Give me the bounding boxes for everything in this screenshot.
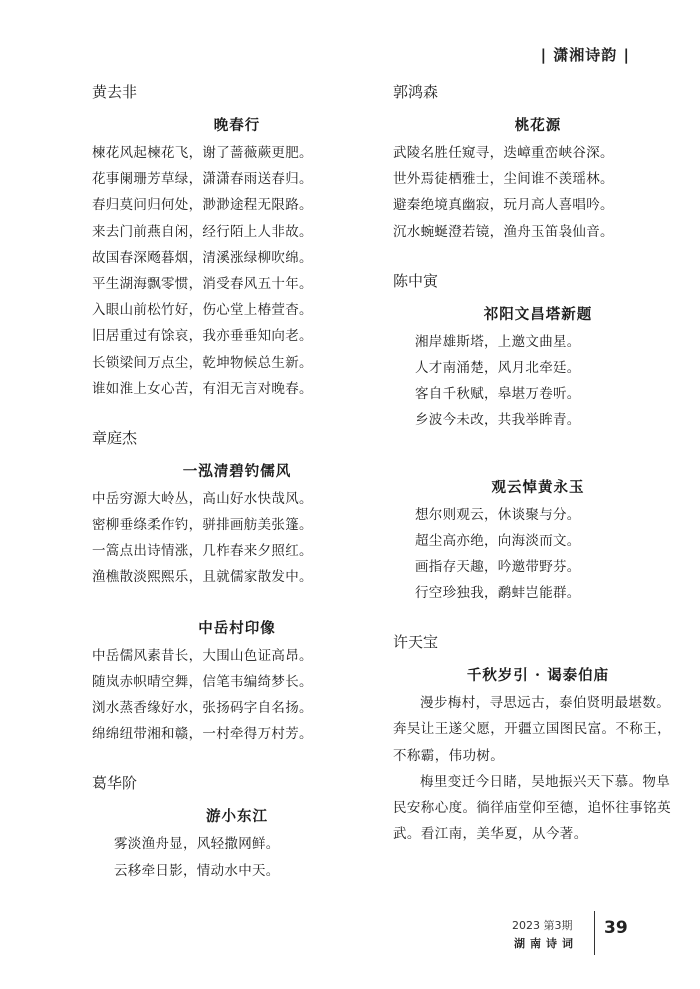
poem-line: 云移牵日影，情动水中天。 [114, 862, 280, 879]
ci-paragraph: 漫步梅村，寻思远古，泰伯贤明最堪数。奔吴让王遂父愿，开疆立国图民富。不称王，不称霸，伟功树。 [393, 695, 671, 764]
poem-author: 陈中寅 [393, 271, 439, 290]
poem-author: 章庭杰 [92, 428, 138, 447]
poem-title: 中岳村印像 [198, 619, 276, 637]
right-column [393, 80, 683, 847]
poem-line: 来去门前燕自闲，经行陌上人非故。 [92, 223, 313, 240]
poem-line: 画指存天趣，吟邀带野芬。 [415, 558, 581, 575]
poem-line: 避秦绝境真幽寂，玩月高人喜唱吟。 [393, 197, 614, 214]
left-column [92, 80, 382, 884]
poem-title: 祁阳文昌塔新题 [483, 305, 593, 323]
poem-line: 长锁梁间万点尘，乾坤物候总生新。 [92, 354, 313, 371]
poem-line: 客自千秋赋，皋堪万卷听。 [415, 386, 581, 403]
poem-line: 楝花风起楝花飞，谢了蔷薇蕨更肥。 [92, 145, 313, 161]
poem-title: 游小东江 [206, 808, 268, 826]
footer-divider [594, 911, 595, 955]
poem-title: 千秋岁引 · 谒泰伯庙 [466, 667, 610, 685]
poem-author: 葛华阶 [92, 774, 138, 793]
poem-line: 行空珍独我，鹬蚌岂能群。 [415, 585, 581, 602]
issue-label: 2023 第3期 [512, 919, 573, 932]
poem-line: 沉水蜿蜒澄若镜，渔舟玉笛袅仙音。 [393, 223, 614, 240]
poem-line: 渔樵散淡熙熙乐，且就儒家散发中。 [92, 569, 313, 586]
poem-title: 桃花源 [514, 117, 562, 134]
poem-line: 雾淡渔舟显，风轻撒网鲜。 [114, 836, 280, 853]
poem-title: 晚春行 [213, 117, 261, 134]
poem-line: 花事阑珊芳草绿，潇潇春雨送春归。 [92, 171, 313, 188]
poem-line: 中岳穷源大岭丛，高山好水快哉风。 [92, 490, 313, 507]
poem-line: 平生湖海飘零惯，消受春风五十年。 [92, 275, 313, 292]
poem-author: 黄去非 [92, 83, 138, 101]
section-header-tag: | 潇湘诗韵 | [540, 46, 630, 64]
poem-line: 绵绵纽带湘和赣，一村牵得万村芳。 [92, 726, 313, 743]
poem-line: 中岳儒风素昔长，大围山色证高昂。 [92, 647, 313, 664]
poem-line: 想尔则观云，休谈聚与分。 [415, 506, 581, 523]
magazine-name: 湖南诗词 [514, 937, 578, 950]
poem-line: 湘岸雄斯塔，上邀文曲星。 [415, 333, 581, 350]
page-footer [512, 907, 632, 967]
poem-line: 谁如淮上女心苦，有泪无言对晚春。 [92, 380, 313, 397]
poem-line: 入眼山前松竹好，伤心堂上椿萱杳。 [92, 302, 313, 319]
poem-line: 人才南涌楚，风月北牵廷。 [415, 359, 581, 376]
poem-line: 旧居重过有馀哀，我亦垂垂知向老。 [92, 328, 313, 345]
poem-line: 密柳垂绦柔作钓，骈排画舫美张篷。 [92, 517, 313, 534]
poem-line: 超尘高亦绝，向海淡而文。 [415, 532, 581, 549]
page-number: 39 [604, 918, 628, 938]
poem-author: 郭鸿森 [393, 83, 439, 101]
poem-line: 一篙点出诗情涨，几柞春来夕照红。 [92, 543, 313, 560]
poem-line: 世外焉徒栖雅士，尘间谁不羡瑶林。 [393, 171, 614, 188]
poem-line: 春归莫问归何处，渺渺途程无限路。 [92, 197, 313, 214]
poem-title: 一泓清碧钓儒风 [182, 462, 292, 480]
ci-paragraph: 梅里变迁今日睹，吴地振兴天下慕。物阜民安称心度。徜徉庙堂仰至德，追怀往事铭英武。看江南，美华夏，从今著。 [393, 773, 671, 843]
poem-title: 观云悼黄永玉 [491, 478, 585, 496]
poem-line: 故国春深飏暮烟，清溪涨绿柳吹绵。 [92, 249, 313, 266]
poem-line: 随岚赤帜晴空舞，信笔韦编绮梦长。 [92, 673, 313, 690]
poem-line: 武陵名胜任窥寻，迭嶂重峦峡谷深。 [393, 145, 614, 161]
poem-line: 浏水蒸香缘好水，张扬码字自名扬。 [92, 700, 313, 716]
poem-author: 许天宝 [393, 633, 439, 652]
poem-line: 乡波今未改，共我举眸青。 [415, 412, 581, 429]
